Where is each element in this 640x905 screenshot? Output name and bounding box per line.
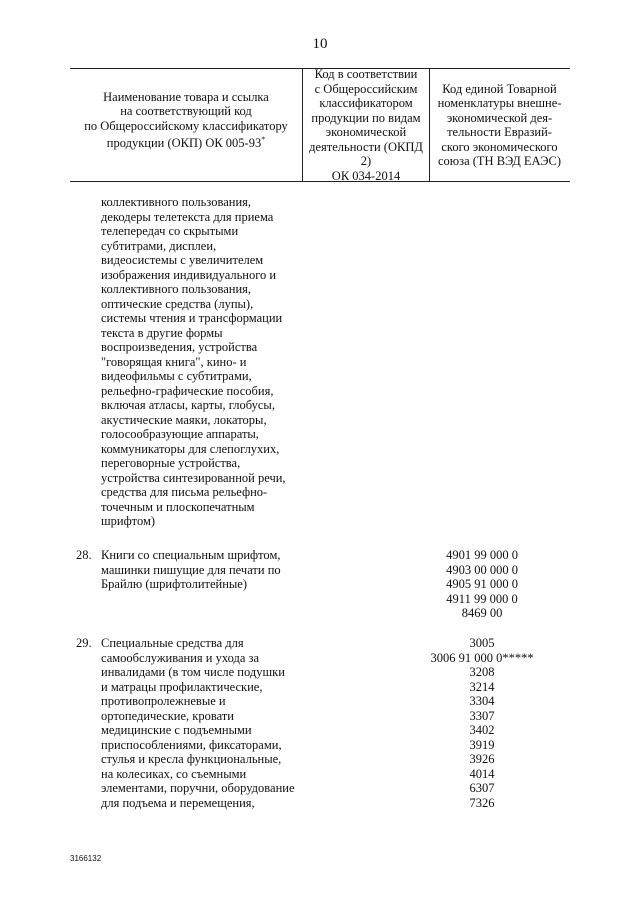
row-tnved-codes [420, 548, 544, 621]
text-line: на колесиках, со съемными [101, 766, 247, 781]
header-line: тельности Евразий- [447, 125, 552, 139]
tnved-code: 6307 [469, 781, 495, 795]
text-line: самообслуживания и ухода за [101, 650, 260, 665]
row-number: 29. [76, 636, 92, 650]
tnved-code: 4911 99 000 0 [446, 591, 518, 606]
header-line: на соответствующий код [120, 104, 252, 119]
text-line: противопролежневые и [101, 694, 226, 708]
text-line: текста в другие формы [101, 325, 223, 340]
header-line: классификатором [319, 96, 413, 110]
tnved-code: 4901 99 000 0 [446, 548, 518, 562]
tnved-code: 3926 [469, 752, 495, 766]
text-line: стулья и кресла функциональные, [101, 752, 282, 766]
document-id: 3166132 [70, 854, 102, 863]
row-item-text [101, 548, 297, 592]
header-line: Код единой Товарной [442, 81, 557, 96]
page-number: 10 [312, 36, 328, 52]
text-line: и матрацы профилактические, [101, 679, 263, 694]
text-line: коммуникаторы для слепоглухих, [101, 441, 280, 456]
header-line: союза (ТН ВЭД ЕАЭС) [438, 154, 561, 168]
tnved-code: 3307 [469, 708, 495, 723]
text-line: Специальные средства для [101, 636, 244, 650]
header-line: экономической дея- [446, 110, 553, 125]
header-line: деятельности (ОКПД 2) [309, 139, 423, 168]
tnved-code: 4903 00 000 0 [446, 562, 518, 577]
tnved-code: 7326 [469, 795, 495, 810]
text-line: машинки пишущие для печати по [101, 562, 281, 577]
tnved-code: 3208 [469, 665, 495, 679]
header-line: ского экономического [441, 139, 558, 154]
tnved-code: 4905 91 000 0 [446, 577, 518, 591]
text-line: видеосистемы с увеличителем [101, 253, 264, 267]
text-line: элементами, поручни, оборудование [101, 781, 295, 795]
text-line: шрифтом) [101, 514, 156, 528]
text-line: коллективного пользования, [101, 282, 252, 296]
text-line: телепередач со скрытыми [101, 224, 239, 238]
text-line: для подъема и перемещения, [101, 795, 255, 810]
header-line: экономической [325, 125, 407, 139]
text-line: изображения индивидуального и [101, 267, 277, 282]
text-line: приспособлениями, фиксаторами, [101, 737, 282, 752]
text-line: декодеры телетекста для приема [101, 209, 274, 224]
text-line: рельефно-графические пособия, [101, 383, 274, 398]
text-line: системы чтения и трансформации [101, 311, 283, 325]
header-line: номенклатуры внешне- [437, 96, 562, 110]
row-item-text [101, 636, 297, 810]
text-line: средства для письма рельефно- [101, 485, 268, 499]
header-line-text: продукции (ОКП) ОК 005-93 [106, 136, 262, 151]
text-line: ортопедические, кровати [101, 708, 234, 723]
header-line: Код в соответствии [314, 67, 418, 81]
header-line: ОК 034-2014 [331, 168, 401, 183]
text-line: включая атласы, карты, глобусы, [101, 398, 275, 412]
text-line: субтитрами, дисплеи, [101, 238, 217, 253]
header-col-okpd2 [302, 69, 430, 181]
text-line: точечным и плоскопечатным [101, 499, 255, 514]
tnved-code: 3006 91 000 0***** [430, 650, 534, 665]
text-line: устройства синтезированной речи, [101, 470, 286, 485]
text-line: акустические маяки, локаторы, [101, 412, 267, 427]
row-tnved-codes [420, 636, 544, 810]
header-line: с Общероссийским [314, 81, 418, 96]
header-line: продукции по видам [311, 110, 421, 125]
tnved-code: 3005 [469, 636, 495, 650]
tnved-code: 3402 [469, 723, 495, 737]
text-line: Брайлю (шрифтолитейные) [101, 577, 248, 591]
text-line: медицинские с подъемными [101, 723, 252, 737]
text-line: инвалидами (в том числе подушки [101, 665, 285, 679]
tnved-code: 3214 [469, 679, 495, 694]
tnved-code: 3919 [469, 737, 495, 752]
text-line: коллективного пользования, [101, 195, 252, 209]
table-header [70, 68, 570, 182]
header-line [70, 133, 302, 151]
header-col-tnved [429, 69, 570, 181]
header-line: Наименование товара и ссылка [103, 89, 269, 104]
footnote-mark: * [261, 135, 266, 145]
tnved-code: 3304 [469, 694, 495, 708]
row-number: 28. [76, 548, 92, 562]
tnved-code: 4014 [469, 766, 495, 781]
tnved-code: 8469 00 [461, 606, 503, 620]
continued-item-text [101, 195, 297, 529]
text-line: Книги со специальным шрифтом, [101, 548, 281, 562]
header-col-product-name [70, 69, 302, 181]
text-line: переговорные устройства, [101, 456, 241, 470]
text-line: "говорящая книга", кино- и [101, 354, 247, 369]
text-line: оптические средства (лупы), [101, 296, 254, 311]
text-line: голосообразующие аппараты, [101, 427, 259, 441]
header-line: по Общероссийскому классификатору [84, 118, 288, 133]
text-line: видеофильмы с субтитрами, [101, 369, 252, 383]
text-line: воспроизведения, устройства [101, 340, 258, 354]
